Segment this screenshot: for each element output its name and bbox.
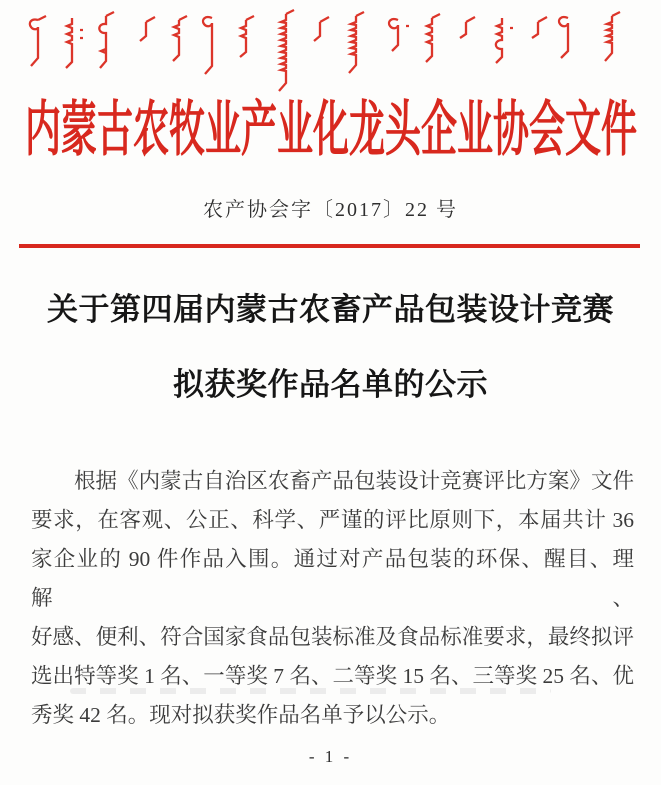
body-line: 家企业的 90 件作品入围。通过对产品包装的环保、醒目、理解、 [31, 547, 634, 610]
letterhead [0, 95, 661, 165]
document-title-line2: 拟获奖作品名单的公示 [173, 367, 488, 402]
scan-smudge-artifact [70, 688, 551, 694]
mongolian-script-header [0, 0, 661, 100]
body-line: 选出特等奖 1 名、一等奖 7 名、二等奖 15 名、三等奖 25 名、优 [31, 664, 634, 688]
body-line: 根据《内蒙古自治区农畜产品包装设计竞赛评比方案》文件 [74, 469, 634, 493]
document-number: 农产协会字〔2017〕22 号 [203, 199, 458, 221]
letterhead-org-title: 内蒙古农牧业产业化龙头企业协会文件 [24, 97, 637, 163]
red-divider-line [19, 244, 640, 248]
page-number: - 1 - [308, 747, 353, 766]
document-title-line1: 关于第四届内蒙古农畜产品包装设计竞赛 [47, 292, 614, 327]
body-line: 要求，在客观、公正、科学、严谨的评比原则下，本届共计 36 [31, 508, 634, 532]
mongolian-script-icon [0, 0, 661, 100]
body-line: 好感、便利、符合国家食品包装标准及食品标准要求，最终拟评 [31, 625, 634, 649]
body-line: 秀奖 42 名。现对拟获奖作品名单予以公示。 [31, 703, 451, 727]
document-body [31, 462, 634, 735]
